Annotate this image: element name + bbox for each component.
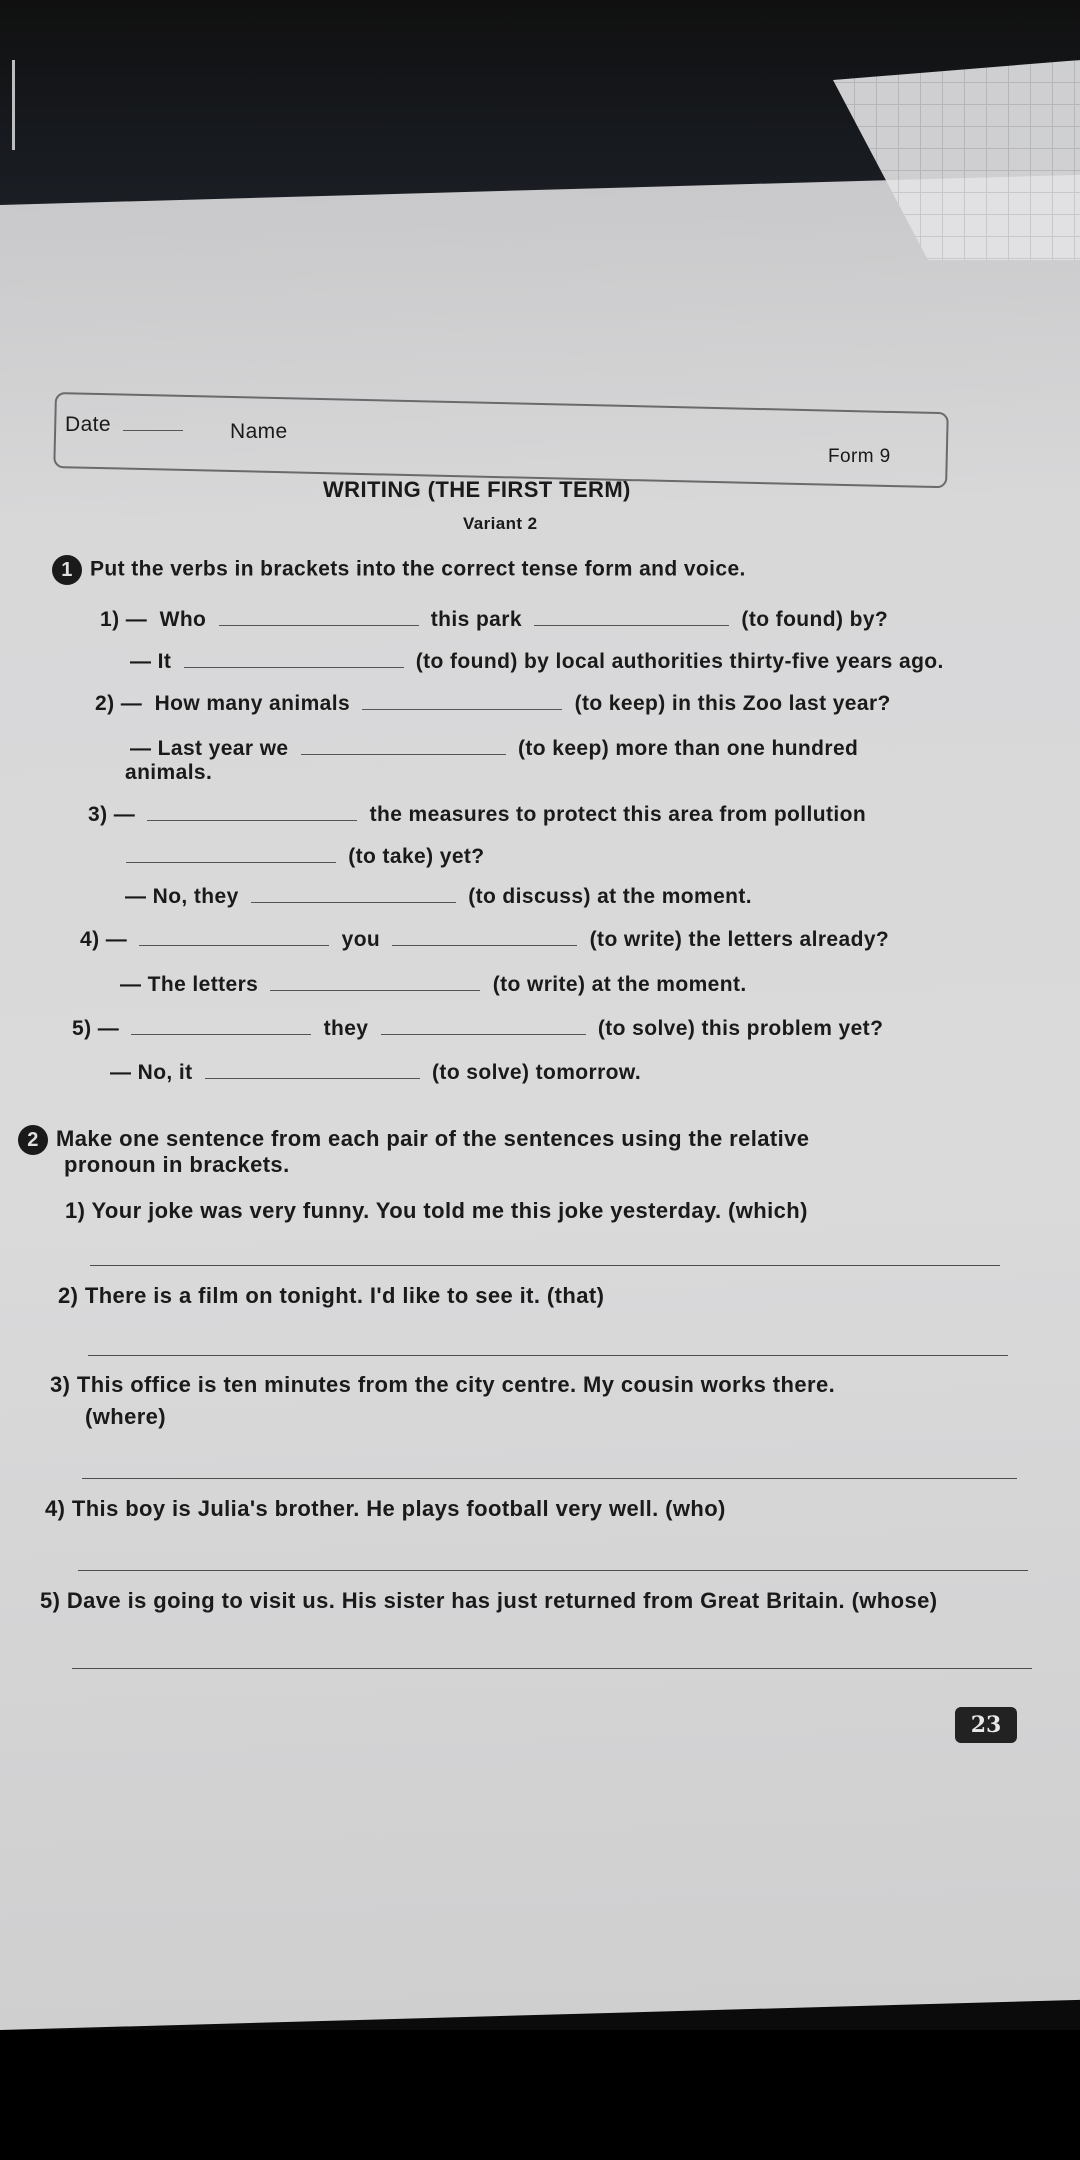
date-field: [65, 413, 189, 437]
task2-item-3: 3) This office is ten minutes from the city centre. My cousin works there.: [50, 1372, 836, 1397]
task2-item-3-cont: (where): [85, 1404, 167, 1429]
task2-answer-line-4: [78, 1570, 1028, 1571]
name-field: [230, 420, 288, 444]
date-label: Date: [65, 413, 111, 436]
task1-line-7: 4) — you (to write) the letters already?: [80, 928, 890, 951]
task1-line-6: — No, they (to discuss) at the moment.: [125, 885, 753, 908]
task1-line-4: — Last year we (to keep) more than one hundred: [130, 737, 859, 760]
page-title: WRITING (THE FIRST TERM): [323, 477, 631, 502]
task1-line-1: 1) — Who this park (to found) by?: [100, 608, 889, 631]
task1-line-5: 3) — the measures to protect this area from pollution: [88, 803, 867, 826]
task2-number: 2: [18, 1125, 48, 1155]
task2-answer-line-5: [72, 1668, 1032, 1669]
task2-item-2: 2) There is a film on tonight. I'd like to see it. (that): [58, 1283, 605, 1308]
variant-label: Variant 2: [463, 514, 538, 533]
form-label: Form 9: [828, 446, 891, 467]
task1-line-3: 2) — How many animals (to keep) in this Zoo last year?: [95, 692, 891, 715]
task2-item-1: 1) Your joke was very funny. You told me this joke yesterday. (which): [65, 1198, 808, 1223]
task1-line-2: — It (to found) by local authorities thirty-five years ago.: [130, 650, 944, 673]
task2-item-5: 5) Dave is going to visit us. His sister has just returned from Great Britain. (whose): [40, 1588, 938, 1613]
task2-instruction-cont: pronoun in brackets.: [64, 1152, 290, 1177]
task1-line-10: — No, it (to solve) tomorrow.: [110, 1061, 642, 1084]
task2-instruction: 2 Make one sentence from each pair of the sentences using the relative: [18, 1125, 809, 1155]
task1-number: 1: [52, 555, 82, 585]
bottom-black-bar: [0, 2030, 1080, 2160]
page-number-badge: 23: [955, 1707, 1017, 1743]
task1-line-9: 5) — they (to solve) this problem yet?: [72, 1017, 884, 1040]
task1-line-8: — The letters (to write) at the moment.: [120, 973, 747, 996]
task1-line-4-cont: animals.: [125, 761, 213, 784]
task2-answer-line-3: [82, 1478, 1017, 1479]
task1-line-5-cont: (to take) yet?: [120, 845, 485, 869]
task1-instruction: 1 Put the verbs in brackets into the correct tense form and voice.: [52, 555, 746, 585]
task2-answer-line-1: [90, 1265, 1000, 1266]
name-label: Name: [230, 420, 288, 443]
date-blank: [123, 429, 183, 431]
task2-item-4: 4) This boy is Julia's brother. He plays football very well. (who): [45, 1496, 726, 1521]
header-box: [53, 392, 948, 488]
task2-answer-line-2: [88, 1355, 1008, 1356]
